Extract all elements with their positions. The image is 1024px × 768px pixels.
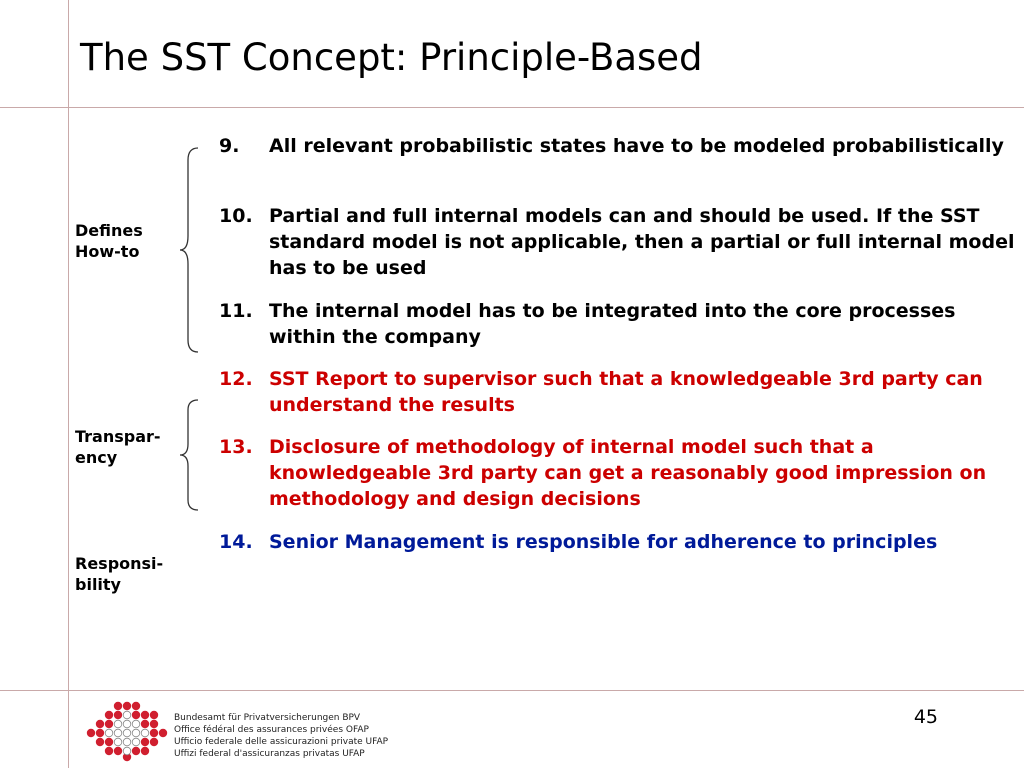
- agency-names: [174, 712, 388, 760]
- footer-rule: [0, 690, 1024, 691]
- principle-12: [219, 366, 1019, 418]
- label-responsibility: [75, 553, 163, 595]
- principle-number: 13.: [219, 436, 253, 458]
- principle-text: Senior Management is responsible for adherence to principles: [269, 531, 938, 553]
- brace-defines: [178, 146, 202, 354]
- agency-name-de: Bundesamt für Privatversicherungen BPV: [174, 713, 361, 723]
- principle-number: 9.: [219, 135, 240, 157]
- brace-transparency: [178, 398, 202, 512]
- header-rule: [0, 107, 1024, 108]
- label-defines-line2: How-to: [75, 242, 140, 261]
- principle-text: SST Report to supervisor such that a knowledgeable 3rd party can understand the results: [269, 368, 983, 416]
- principle-9: [219, 133, 1019, 159]
- principle-number: 10.: [219, 205, 253, 227]
- agency-name-it: Ufficio federale delle assicurazioni private UFAP: [174, 737, 389, 747]
- agency-name-rm: Uffizi federal d'assicuranzas privatas UFAP: [174, 749, 365, 759]
- principle-text: The internal model has to be integrated into the core processes within the company: [269, 300, 956, 348]
- page-number: 45: [913, 706, 938, 728]
- principle-number: 11.: [219, 300, 253, 322]
- principle-text: Partial and full internal models can and should be used. If the SST standard model is not applicable, then a partial or full internal model has to be used: [269, 205, 1015, 279]
- principle-number: 14.: [219, 531, 253, 553]
- principle-text: Disclosure of methodology of internal model such that a knowledgeable 3rd party can get a reasonably good impression on methodology and design decisions: [269, 436, 987, 510]
- slide-title: The SST Concept: Principle-Based: [80, 36, 703, 79]
- principle-13: [219, 434, 1019, 512]
- swiss-cross-logo: [80, 700, 170, 762]
- label-defines-line1: Defines: [75, 221, 143, 240]
- label-responsibility-line1: Responsi-: [75, 554, 164, 573]
- label-transparency-line1: Transpar-: [75, 427, 161, 446]
- label-responsibility-line2: bility: [75, 575, 121, 594]
- principle-10: [219, 203, 1019, 281]
- vertical-rule: [68, 0, 69, 768]
- principle-number: 12.: [219, 368, 253, 390]
- principle-text: All relevant probabilistic states have to be modeled probabilistically: [269, 135, 1004, 157]
- label-defines-how-to: [75, 220, 143, 262]
- principle-11: [219, 298, 1019, 350]
- agency-name-fr: Office fédéral des assurances privées OFAP: [174, 725, 369, 735]
- principle-14: [219, 529, 1019, 555]
- label-transparency: [75, 426, 161, 468]
- label-transparency-line2: ency: [75, 448, 118, 467]
